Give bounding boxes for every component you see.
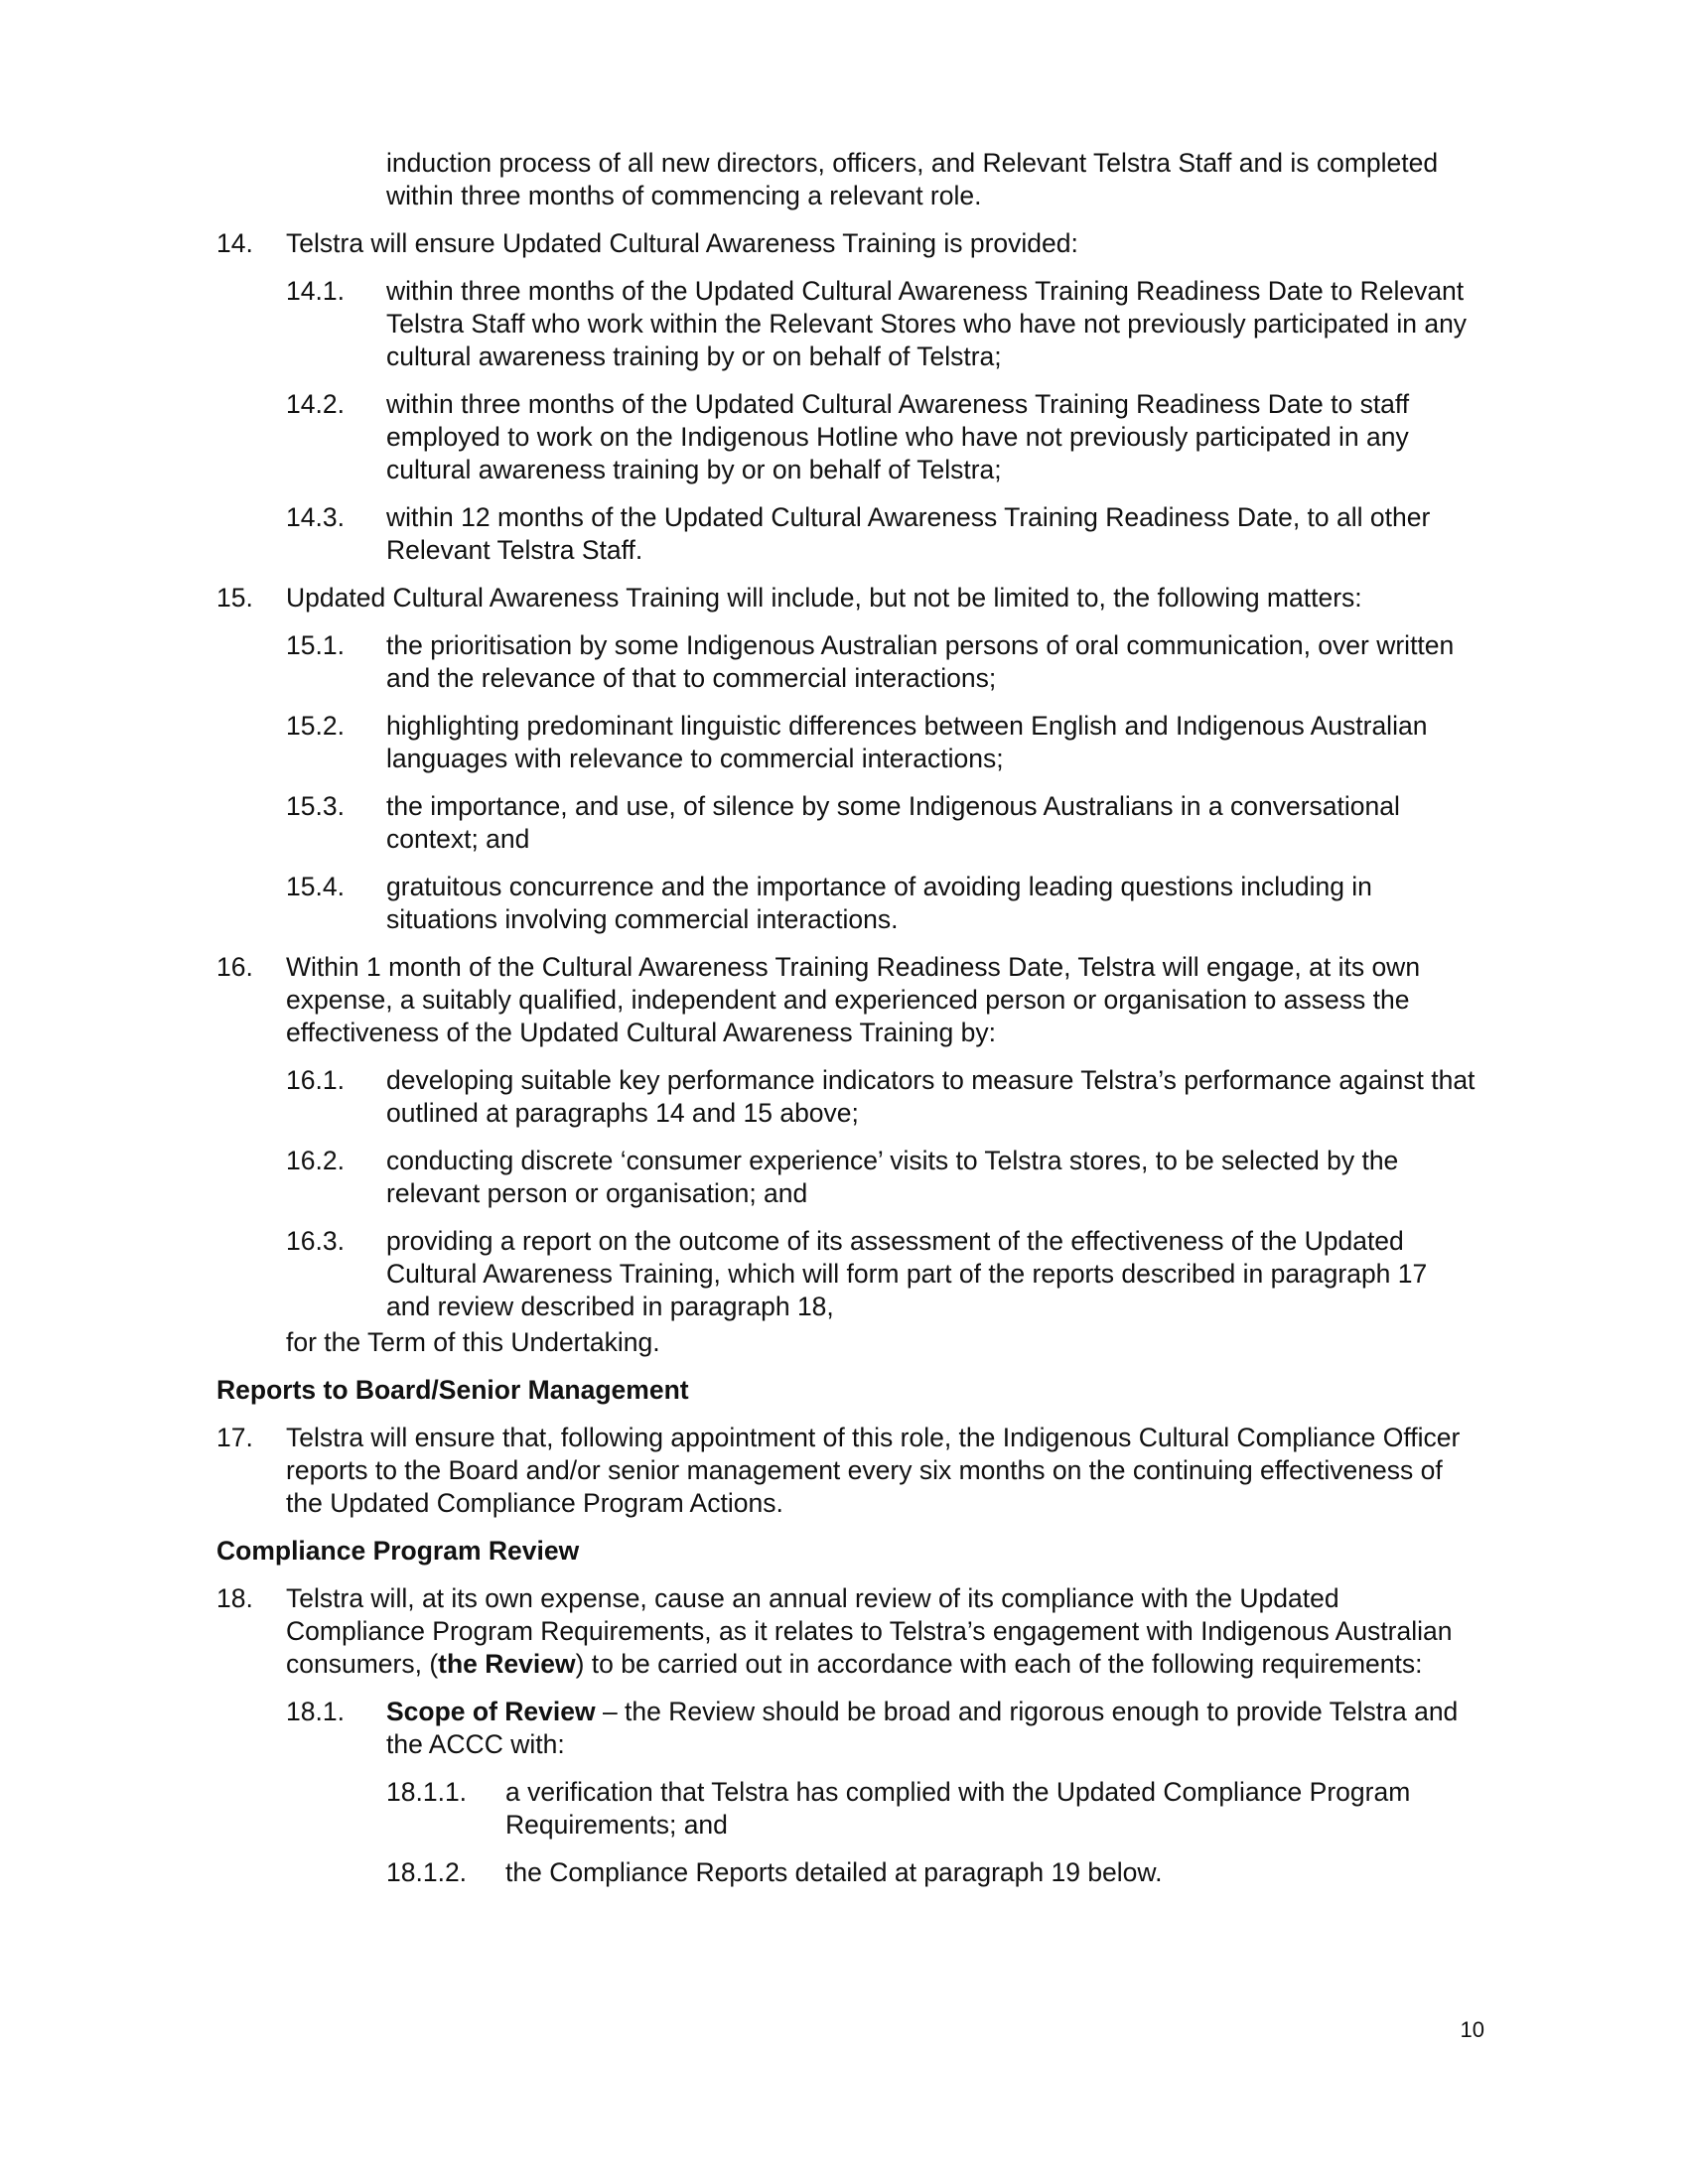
- paragraph-number: 16.2.: [286, 1146, 345, 1175]
- paragraph-number: 17.: [216, 1423, 253, 1452]
- paragraph-text: Within 1 month of the Cultural Awareness Training Readiness Date, Telstra will engage, at its own expense, a suitably qualified, independent and experienced person or organisation to assess the effectiveness of the Updated Cultural Awareness Training by:: [286, 952, 1421, 1047]
- paragraph-14-1: [286, 275, 1477, 373]
- paragraph-16: [216, 951, 1477, 1049]
- paragraph-15-3: [286, 790, 1477, 856]
- paragraph-14-2: [286, 388, 1477, 486]
- paragraph-17: [216, 1422, 1477, 1520]
- paragraph-number: 15.3.: [286, 791, 345, 821]
- paragraph-18-1: [286, 1696, 1477, 1761]
- paragraph-text: a verification that Telstra has complied with the Updated Compliance Program Requirements; and: [505, 1777, 1411, 1840]
- paragraph-18: [216, 1582, 1477, 1681]
- paragraph-text: developing suitable key performance indicators to measure Telstra’s performance against that outlined at paragraphs 14 and 15 above;: [386, 1065, 1476, 1128]
- paragraph-text-end: ) to be carried out in accordance with each of the following requirements:: [575, 1649, 1423, 1679]
- subsection-title: Scope of Review: [386, 1697, 596, 1726]
- document-body: [216, 147, 1477, 1904]
- paragraph-number: 15.2.: [286, 711, 345, 741]
- paragraph-text: providing a report on the outcome of its assessment of the effectiveness of the Updated Cultural Awareness Training, which will form part of the reports described in paragraph 17 and review described in paragraph 18,: [386, 1226, 1428, 1321]
- paragraph-text: Telstra will ensure that, following appointment of this role, the Indigenous Cultural Compliance Officer reports to the Board and/or senior management every six months on the continuing effectiveness of the Updated Compliance Program Actions.: [286, 1423, 1461, 1518]
- paragraph-number: 18.1.: [286, 1697, 345, 1726]
- paragraph-text: the prioritisation by some Indigenous Australian persons of oral communication, over written and the relevance of that to commercial interactions;: [386, 630, 1455, 693]
- paragraph-14: [216, 227, 1477, 260]
- paragraph-text: within three months of the Updated Cultural Awareness Training Readiness Date to Relevant Telstra Staff who work within the Relevant Stores who have not previously participated in any cultural awareness training by or on behalf of Telstra;: [386, 276, 1468, 371]
- section-heading-review: Compliance Program Review: [216, 1536, 580, 1566]
- paragraph-text: the Compliance Reports detailed at paragraph 19 below.: [505, 1857, 1163, 1887]
- paragraph-text: highlighting predominant linguistic differences between English and Indigenous Australian languages with relevance to commercial interactions;: [386, 711, 1428, 773]
- paragraph-15-1: [286, 629, 1477, 695]
- paragraph-text: within three months of the Updated Cultural Awareness Training Readiness Date to staff employed to work on the Indigenous Hotline who have not previously participated in any cultural awareness training by or on behalf of Telstra;: [386, 389, 1410, 484]
- paragraph-number: 16.1.: [286, 1065, 345, 1095]
- paragraph-text: the importance, and use, of silence by some Indigenous Australians in a conversational context; and: [386, 791, 1400, 854]
- paragraph-number: 14.: [216, 228, 253, 258]
- paragraph-number: 16.: [216, 952, 253, 982]
- paragraph-16-2: [286, 1145, 1477, 1210]
- paragraph-15-4: [286, 871, 1477, 936]
- paragraph-number: 15.: [216, 583, 253, 613]
- paragraph-text: Telstra will ensure Updated Cultural Awareness Training is provided:: [286, 228, 1078, 258]
- page-number: 10: [1460, 2017, 1484, 2042]
- paragraph-15: [216, 582, 1477, 614]
- paragraph-number: 15.4.: [286, 872, 345, 901]
- paragraph-text-start: Telstra will, at its own expense, cause an annual review of its compliance with the Updated Compliance Program Requirements, as it relates to Telstra’s engagement with Indigenous Australian consumers, (: [286, 1583, 1453, 1679]
- paragraph-16-3: [286, 1225, 1477, 1323]
- paragraph-14-3: [286, 501, 1477, 567]
- paragraph-16-closing: for the Term of this Undertaking.: [286, 1327, 660, 1357]
- paragraph-number: 16.3.: [286, 1226, 345, 1256]
- paragraph-number: 14.3.: [286, 502, 345, 532]
- paragraph-15-2: [286, 710, 1477, 775]
- paragraph-18-1-1: [386, 1776, 1477, 1842]
- paragraph-number: 15.1.: [286, 630, 345, 660]
- paragraph-text: within 12 months of the Updated Cultural Awareness Training Readiness Date, to all other Relevant Telstra Staff.: [386, 502, 1431, 565]
- defined-term: the Review: [438, 1649, 576, 1679]
- paragraph-text: – the Review should be broad and rigorous enough to provide Telstra and the ACCC with:: [386, 1697, 1459, 1759]
- paragraph-number: 14.2.: [286, 389, 345, 419]
- paragraph-number: 18.1.2.: [386, 1857, 468, 1887]
- paragraph-number: 18.1.1.: [386, 1777, 468, 1807]
- section-heading-reports: Reports to Board/Senior Management: [216, 1375, 689, 1405]
- paragraph-text: gratuitous concurrence and the importance of avoiding leading questions including in situations involving commercial interactions.: [386, 872, 1372, 934]
- paragraph-number: 14.1.: [286, 276, 345, 306]
- paragraph-number: 18.: [216, 1583, 253, 1613]
- paragraph-text: Updated Cultural Awareness Training will include, but not be limited to, the following matters:: [286, 583, 1362, 613]
- continuation-text: induction process of all new directors, officers, and Relevant Telstra Staff and is completed within three months of commencing a relevant role.: [386, 148, 1439, 210]
- paragraph-16-1: [286, 1064, 1477, 1130]
- paragraph-text: conducting discrete ‘consumer experience’ visits to Telstra stores, to be selected by the relevant person or organisation; and: [386, 1146, 1399, 1208]
- paragraph-18-1-2: [386, 1856, 1477, 1889]
